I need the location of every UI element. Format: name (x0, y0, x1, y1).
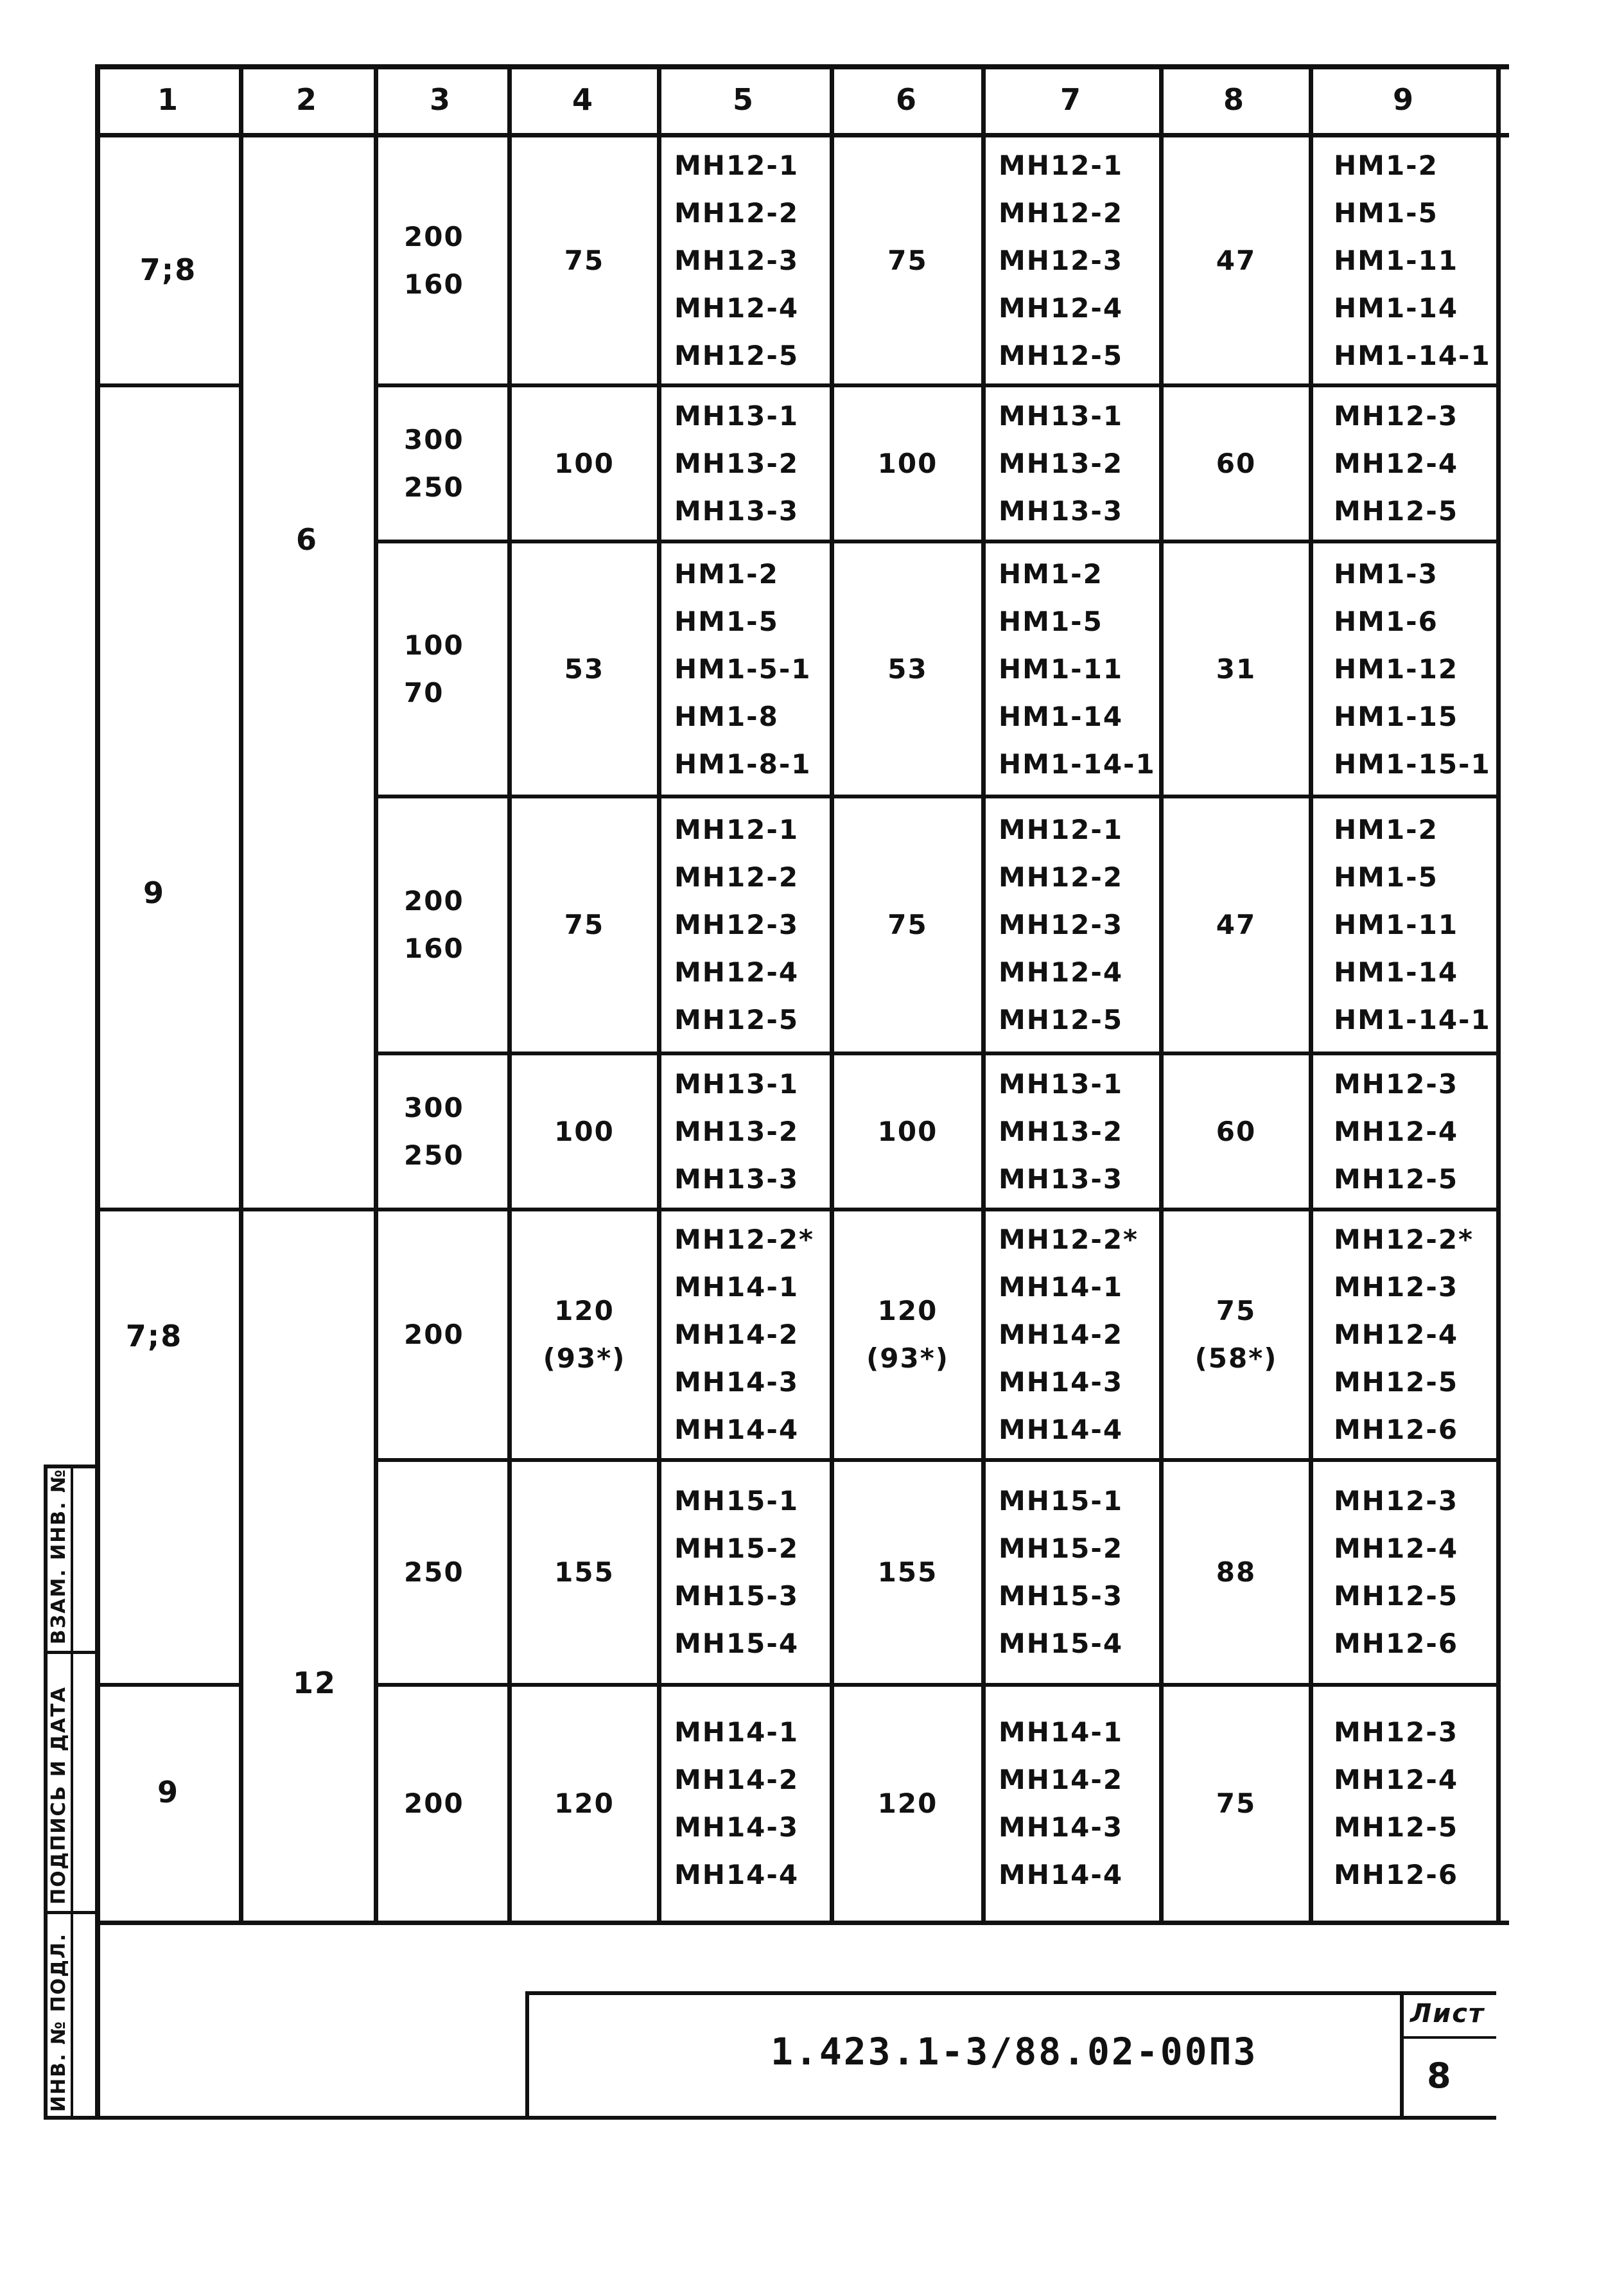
stamp-label-podpis: ПОДПИСЬ И ДАТА (48, 1685, 70, 1905)
cell-text: 100 (554, 1115, 615, 1147)
header-col-6: 6 (895, 82, 918, 117)
table-cell (378, 387, 507, 540)
rule (96, 383, 243, 387)
rule (239, 64, 243, 1925)
table-cell (1164, 137, 1309, 383)
cell-text: МН12-3 МН12-4 МН12-5 (1334, 1068, 1459, 1195)
rule (1309, 64, 1313, 1925)
rule (96, 2116, 1496, 2120)
cell-text: 120 (877, 1788, 938, 1819)
cell-text: 47 (1216, 909, 1257, 940)
cell-text: НМ1-2 НМ1-5 НМ1-5-1 НМ1-8 НМ1-8-1 (674, 558, 812, 780)
table-cell (512, 543, 657, 795)
table-cell (512, 137, 657, 383)
header-col-4: 4 (572, 82, 595, 117)
cell-text: 100 (877, 1115, 938, 1147)
rule (1496, 64, 1501, 1925)
cell-text: НМ1-2 НМ1-5 НМ1-11 НМ1-14 НМ1-14-1 (1334, 814, 1491, 1035)
sheet-label: Лист (1410, 1999, 1485, 2028)
table-cell (986, 543, 1159, 795)
cell-text: МН13-1 МН13-2 МН13-3 (999, 400, 1124, 527)
col1-cell: 7;8 (125, 1319, 183, 1353)
table-cell (1164, 1055, 1309, 1208)
table-cell (986, 798, 1159, 1051)
cell-text: МН15-1 МН15-2 МН15-3 МН15-4 (999, 1485, 1124, 1659)
table-cell (378, 1211, 507, 1458)
rule (44, 2116, 100, 2120)
cell-text: 200 160 (404, 220, 464, 300)
table-cell (1313, 1211, 1496, 1458)
table-cell (1164, 543, 1309, 795)
cell-text: 75 (564, 244, 605, 276)
cell-text: 53 (564, 653, 605, 685)
table-cell (378, 1055, 507, 1208)
table-cell (1164, 1462, 1309, 1683)
cell-text: 75 (564, 909, 605, 940)
rule (96, 133, 1509, 137)
cell-text: 31 (1216, 653, 1257, 685)
header-col-5: 5 (732, 82, 755, 117)
table-cell (834, 387, 981, 540)
rule (71, 1465, 73, 2120)
cell-text: 60 (1216, 1115, 1257, 1147)
header-col-3: 3 (429, 82, 452, 117)
cell-text: МН14-1 МН14-2 МН14-3 МН14-4 (999, 1716, 1124, 1890)
table-cell (834, 1462, 981, 1683)
rule (830, 64, 834, 1925)
cell-text: МН13-1 МН13-2 МН13-3 (999, 1068, 1124, 1195)
table-cell (986, 137, 1159, 383)
cell-text: 155 (554, 1556, 615, 1588)
table-cell (378, 1462, 507, 1683)
table-cell (1313, 1462, 1496, 1683)
rule (525, 1991, 1496, 1995)
cell-text: МН12-3 МН12-4 МН12-5 МН12-6 (1334, 1716, 1459, 1890)
cell-text: 200 (404, 1788, 464, 1819)
col1-cell: 7;8 (139, 252, 197, 287)
table-cell (1313, 387, 1496, 540)
cell-text: 60 (1216, 447, 1257, 479)
table-cell (1313, 1055, 1496, 1208)
cell-text: 250 (404, 1556, 464, 1588)
rule (96, 1683, 243, 1687)
cell-text: МН12-1 МН12-2 МН12-3 МН12-4 МН12-5 (999, 149, 1124, 371)
table-cell (986, 1687, 1159, 1921)
cell-text: 120 (93*) (866, 1295, 949, 1374)
table-cell (834, 1687, 981, 1921)
stamp-label-vzam: ВЗАМ. ИНВ. № (48, 1468, 70, 1644)
cell-text: МН12-2* МН14-1 МН14-2 МН14-3 МН14-4 (999, 1224, 1139, 1445)
table-cell (661, 1462, 830, 1683)
cell-text: НМ1-2 НМ1-5 НМ1-11 НМ1-14 НМ1-14-1 (999, 558, 1156, 780)
cell-text: 300 250 (404, 1091, 464, 1171)
rule (96, 1208, 243, 1211)
cell-text: МН14-1 МН14-2 МН14-3 МН14-4 (674, 1716, 799, 1890)
rule (95, 64, 100, 2120)
cell-text: МН12-1 МН12-2 МН12-3 МН12-4 МН12-5 (999, 814, 1124, 1035)
table-cell (834, 543, 981, 795)
table-cell (834, 798, 981, 1051)
table-cell (661, 137, 830, 383)
table-cell (1164, 387, 1309, 540)
table-cell (378, 137, 507, 383)
sheet-number: 8 (1427, 2055, 1453, 2096)
table-cell (834, 1055, 981, 1208)
rule (507, 64, 512, 1925)
header-col-8: 8 (1223, 82, 1246, 117)
col1-cell: 9 (143, 875, 166, 910)
table-cell (1313, 137, 1496, 383)
rule (525, 1991, 529, 2120)
col2-cell: 6 (295, 522, 319, 557)
col1-cell: 9 (157, 1775, 180, 1809)
table-cell (834, 1211, 981, 1458)
rule (96, 1921, 1509, 1925)
header-col-2: 2 (295, 82, 319, 117)
header-col-1: 1 (157, 82, 180, 117)
table-cell (512, 798, 657, 1051)
table-cell (378, 798, 507, 1051)
cell-text: 155 (877, 1556, 938, 1588)
cell-text: 75 (1216, 1788, 1257, 1819)
table-cell (986, 1462, 1159, 1683)
table-cell (661, 1211, 830, 1458)
cell-text: МН12-3 МН12-4 МН12-5 (1334, 400, 1459, 527)
table-cell (378, 1687, 507, 1921)
rule (96, 64, 1509, 69)
cell-text: 88 (1216, 1556, 1257, 1588)
cell-text: 75 (58*) (1194, 1295, 1278, 1374)
col2-cell: 12 (292, 1666, 337, 1700)
table-cell (661, 543, 830, 795)
table-cell (661, 798, 830, 1051)
rule (44, 1911, 100, 1914)
document-code: 1.423.1-3/88.02-00ПЗ (771, 2030, 1258, 2073)
cell-text: 200 160 (404, 885, 464, 964)
cell-text: 47 (1216, 244, 1257, 276)
cell-text: 75 (887, 909, 928, 940)
cell-text: 100 (877, 447, 938, 479)
cell-text: 200 (404, 1319, 464, 1350)
table-cell (661, 1687, 830, 1921)
rule (374, 64, 378, 1925)
header-col-9: 9 (1392, 82, 1415, 117)
cell-text: МН12-2* МН14-1 МН14-2 МН14-3 МН14-4 (674, 1224, 815, 1445)
cell-text: МН13-1 МН13-2 МН13-3 (674, 1068, 799, 1195)
rule (981, 64, 986, 1925)
table-cell (512, 1462, 657, 1683)
stamp-label-inv: ИНВ. № ПОДЛ. (48, 1932, 70, 2112)
rule (1400, 1991, 1404, 2120)
cell-text: МН13-1 МН13-2 МН13-3 (674, 400, 799, 527)
cell-text: 120 (554, 1788, 615, 1819)
cell-text: МН12-3 МН12-4 МН12-5 МН12-6 (1334, 1485, 1459, 1659)
cell-text: МН12-1 МН12-2 МН12-3 МН12-4 МН12-5 (674, 149, 799, 371)
cell-text: МН15-1 МН15-2 МН15-3 МН15-4 (674, 1485, 799, 1659)
table-cell (512, 1211, 657, 1458)
table-cell (1313, 543, 1496, 795)
table-cell (661, 1055, 830, 1208)
table-cell (378, 543, 507, 795)
cell-text: НМ1-3 НМ1-6 НМ1-12 НМ1-15 НМ1-15-1 (1334, 558, 1491, 780)
cell-text: 120 (93*) (543, 1295, 626, 1374)
header-col-7: 7 (1060, 82, 1083, 117)
cell-text: 75 (887, 244, 928, 276)
cell-text: 300 250 (404, 423, 464, 503)
table-cell (1313, 798, 1496, 1051)
table-cell (1164, 798, 1309, 1051)
table-cell (1164, 1211, 1309, 1458)
table-cell (1164, 1687, 1309, 1921)
table-cell (512, 1687, 657, 1921)
rule (1159, 64, 1164, 1925)
rule (657, 64, 661, 1925)
cell-text: 53 (887, 653, 928, 685)
cell-text: НМ1-2 НМ1-5 НМ1-11 НМ1-14 НМ1-14-1 (1334, 149, 1491, 371)
rule (44, 1651, 100, 1654)
rule (1400, 2036, 1496, 2039)
table-cell (986, 387, 1159, 540)
table-cell (986, 1211, 1159, 1458)
cell-text: 100 70 (404, 629, 464, 708)
table-cell (661, 387, 830, 540)
table-cell (512, 387, 657, 540)
table-cell (834, 137, 981, 383)
cell-text: МН12-2* МН12-3 МН12-4 МН12-5 МН12-6 (1334, 1224, 1474, 1445)
table-cell (1313, 1687, 1496, 1921)
cell-text: 100 (554, 447, 615, 479)
table-cell (986, 1055, 1159, 1208)
table-cell (512, 1055, 657, 1208)
cell-text: МН12-1 МН12-2 МН12-3 МН12-4 МН12-5 (674, 814, 799, 1035)
